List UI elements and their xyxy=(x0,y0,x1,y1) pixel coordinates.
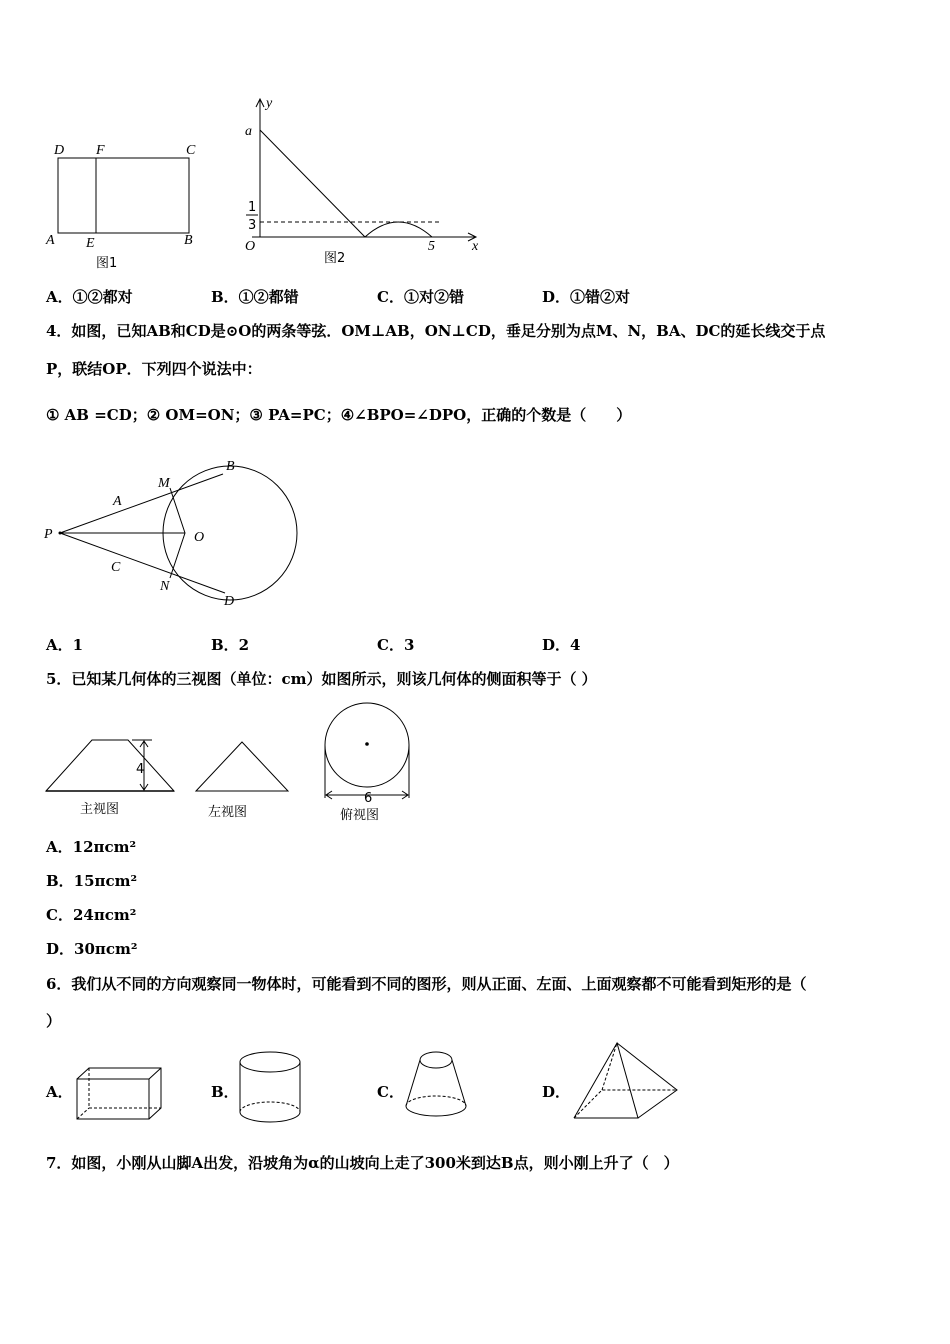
q3-option-c: C．①对②错 xyxy=(377,288,464,306)
q4-option-c: C．3 xyxy=(377,636,415,654)
q6-option-d: D． xyxy=(542,1083,571,1101)
q6-frustum xyxy=(403,1048,473,1123)
q3-figure-1 xyxy=(40,140,210,275)
q3-option-a: A．①②都对 xyxy=(46,288,133,306)
q3-option-b: B．①②都错 xyxy=(211,288,299,306)
svg-text:5: 5 xyxy=(428,239,435,254)
svg-text:图2: 图2 xyxy=(324,251,346,266)
svg-text:图1: 图1 xyxy=(96,256,118,271)
svg-text:N: N xyxy=(160,579,170,594)
svg-text:D: D xyxy=(54,143,65,158)
q4-option-d: D．4 xyxy=(542,636,581,654)
svg-text:F: F xyxy=(96,143,105,158)
q4-stem-line1: 4．如图，已知AB和CD是⊙O的两条等弦．OM⊥AB，ON⊥CD，垂足分别为点M、N，BA、DC的延长线交于点 xyxy=(46,322,826,340)
svg-text:3: 3 xyxy=(248,218,257,233)
svg-text:俯视图: 俯视图 xyxy=(340,808,380,823)
svg-text:B: B xyxy=(226,459,235,474)
svg-text:C: C xyxy=(186,143,196,158)
q6-pyramid xyxy=(570,1040,685,1125)
svg-text:1: 1 xyxy=(248,200,257,215)
q5-option-a: A．12πcm² xyxy=(46,838,137,856)
q5-stem: 5．已知某几何体的三视图（单位：cm）如图所示，则该几何体的侧面积等于（ ） xyxy=(46,670,597,688)
svg-text:a: a xyxy=(245,124,252,139)
q4-stem-line3: ① AB =CD；② OM=ON；③ PA=PC；④∠BPO=∠DPO，正确的个数是（ ） xyxy=(46,406,632,424)
q4-stem-line2: P，联结OP．下列四个说法中： xyxy=(46,360,262,378)
svg-text:D: D xyxy=(224,594,235,609)
svg-text:P: P xyxy=(44,527,53,542)
svg-text:O: O xyxy=(194,530,205,545)
q6-option-a: A． xyxy=(46,1083,73,1101)
svg-text:主视图: 主视图 xyxy=(80,802,120,817)
svg-text:左视图: 左视图 xyxy=(208,805,248,820)
q4-option-a: A．1 xyxy=(46,636,84,654)
svg-text:6: 6 xyxy=(364,791,373,806)
svg-text:A: A xyxy=(46,233,55,248)
q6-option-b: B． xyxy=(211,1083,239,1101)
svg-text:M: M xyxy=(158,476,170,491)
q5-three-views xyxy=(40,700,440,825)
q5-option-b: B．15πcm² xyxy=(46,872,138,890)
q6-cuboid xyxy=(75,1065,170,1125)
svg-text:O: O xyxy=(245,239,256,254)
q5-option-c: C．24πcm² xyxy=(46,906,137,924)
q5-option-d: D．30πcm² xyxy=(46,940,138,958)
q6-option-c: C． xyxy=(377,1083,404,1101)
svg-text:C: C xyxy=(111,560,121,575)
svg-text:B: B xyxy=(184,233,193,248)
q6-stem: 6．我们从不同的方向观察同一物体时，可能看到不同的图形，则从正面、左面、上面观察都不可能看到矩形的是（ xyxy=(46,975,807,993)
q6-stem-end: ） xyxy=(46,1012,62,1030)
svg-text:E: E xyxy=(86,236,95,251)
svg-text:y: y xyxy=(266,96,273,111)
q4-circle-figure xyxy=(40,455,280,615)
svg-text:x: x xyxy=(472,239,479,254)
q3-option-d: D．①错②对 xyxy=(542,288,631,306)
q4-option-b: B．2 xyxy=(211,636,250,654)
svg-text:A: A xyxy=(113,494,122,509)
svg-text:4: 4 xyxy=(136,762,145,777)
q7-stem: 7．如图，小刚从山脚A出发，沿坡角为α的山坡向上走了300米到达B点，则小刚上升了（ ） xyxy=(46,1154,679,1172)
q3-figure-2 xyxy=(240,95,490,270)
q6-cylinder xyxy=(238,1050,308,1125)
